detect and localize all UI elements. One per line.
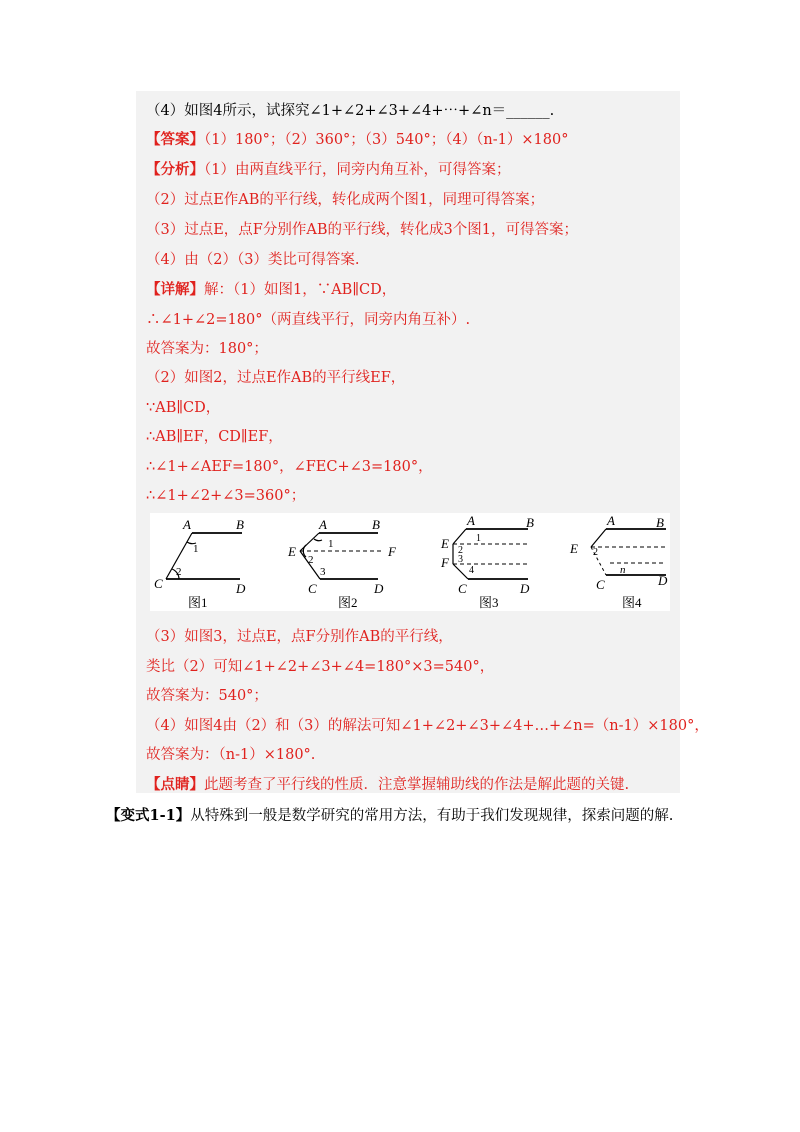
fig2-point-f: F xyxy=(388,544,396,559)
fig4-angle-2: 2 xyxy=(593,547,598,558)
comment-text: 此题考查了平行线的性质．注意掌握辅助线的作法是解此题的关键. xyxy=(204,777,630,793)
answer-tag: 【答案】 xyxy=(146,131,204,148)
fig2-point-c: C xyxy=(308,581,317,596)
variant-line xyxy=(106,806,673,826)
geometry-figures xyxy=(150,513,670,611)
detail-tag: 【详解】 xyxy=(146,281,204,298)
detail-text: 解：（1）如图1，∵AB∥CD， xyxy=(204,282,397,298)
analysis-text: （1）由两直线平行，同旁内角互补，可得答案； xyxy=(204,162,511,178)
fig1-angle-2: 2 xyxy=(176,566,182,578)
fig1-angle-1: 1 xyxy=(193,543,199,555)
fig2-point-e: E xyxy=(288,544,296,559)
analysis-line-3: （3）过点E，点F分别作AB的平行线，转化成3个图1，可得答案； xyxy=(146,222,578,238)
fig4-caption: 图4 xyxy=(622,595,642,610)
variant-text: 从特殊到一般是数学研究的常用方法，有助于我们发现规律，探索问题的解. xyxy=(190,808,674,824)
fig2-angle-3: 3 xyxy=(320,566,326,578)
figure-3 xyxy=(453,529,528,579)
fig4-point-b: B xyxy=(656,515,664,530)
fig2-angle-1: 1 xyxy=(328,538,334,550)
fig3-point-f: F xyxy=(441,555,449,570)
fig2-point-d: D xyxy=(374,581,384,596)
detail-line-8: ∴∠1+∠2+∠3=360°； xyxy=(146,488,306,504)
figure-4 xyxy=(591,529,666,575)
detail-line-13: 故答案为：（n-1）×180°. xyxy=(146,747,316,763)
fig3-point-e: E xyxy=(441,536,449,551)
fig3-angle-4: 4 xyxy=(469,565,474,576)
detail-line-3: 故答案为：180°； xyxy=(146,341,268,357)
comment-tag: 【点睛】 xyxy=(146,776,204,793)
fig1-point-d: D xyxy=(236,581,246,596)
variant-tag: 【变式1-1】 xyxy=(106,807,191,824)
fig2-point-b: B xyxy=(372,517,380,532)
fig3-point-a: A xyxy=(467,513,475,528)
fig3-caption: 图3 xyxy=(479,595,499,610)
analysis-line xyxy=(146,160,510,180)
detail-line-4: （2）如图2，过点E作AB的平行线EF， xyxy=(146,370,406,386)
fig3-angle-2: 2 xyxy=(458,545,463,556)
comment-line xyxy=(146,775,629,795)
fig1-point-b: B xyxy=(236,517,244,532)
detail-line-6: ∴AB∥EF，CD∥EF， xyxy=(146,429,283,445)
fig4-point-e: E xyxy=(570,541,578,556)
fig3-point-d: D xyxy=(520,581,530,596)
fig1-point-c: C xyxy=(154,576,163,591)
analysis-line-2: （2）过点E作AB的平行线，转化成两个图1，同理可得答案； xyxy=(146,192,545,208)
answer-text: （1）180°；（2）360°；（3）540°；（4）（n-1）×180° xyxy=(204,132,569,148)
fig4-point-c: C xyxy=(596,577,605,592)
fig2-angle-2: 2 xyxy=(308,554,314,566)
fig3-point-b: B xyxy=(526,515,534,530)
fig4-point-a: A xyxy=(607,513,615,528)
detail-line xyxy=(146,280,396,300)
fig3-point-c: C xyxy=(458,581,467,596)
fig1-point-a: A xyxy=(183,517,191,532)
fig4-point-d: D xyxy=(658,573,668,588)
detail-line-5: ∵AB∥CD， xyxy=(146,400,221,416)
answer-line xyxy=(146,130,568,150)
detail-line-2: ∴∠1+∠2=180°（两直线平行，同旁内角互补）. xyxy=(146,312,471,328)
detail-line-12: （4）如图4由（2）和（3）的解法可知∠1+∠2+∠3+∠4+…+∠n=（n-1）×180°， xyxy=(146,718,709,734)
analysis-line-4: （4）由（2）（3）类比可得答案. xyxy=(146,252,360,268)
detail-line-9: （3）如图3，过点E，点F分别作AB的平行线， xyxy=(146,629,453,645)
fig4-angle-n: n xyxy=(620,564,626,576)
fig3-angle-3: 3 xyxy=(458,554,463,565)
fig2-point-a: A xyxy=(319,517,327,532)
fig2-caption: 图2 xyxy=(338,595,358,610)
fig1-caption: 图1 xyxy=(188,595,208,610)
detail-line-11: 故答案为：540°； xyxy=(146,688,268,704)
detail-line-7: ∴∠1+∠AEF=180°，∠FEC+∠3=180°， xyxy=(146,459,433,475)
question-4: （4）如图4所示，试探究∠1+∠2+∠3+∠4+⋯+∠n＝______. xyxy=(146,103,555,119)
detail-line-10: 类比（2）可知∠1+∠2+∠3+∠4=180°×3=540°， xyxy=(146,659,495,675)
analysis-tag: 【分析】 xyxy=(146,161,204,178)
fig3-angle-1: 1 xyxy=(476,533,481,544)
